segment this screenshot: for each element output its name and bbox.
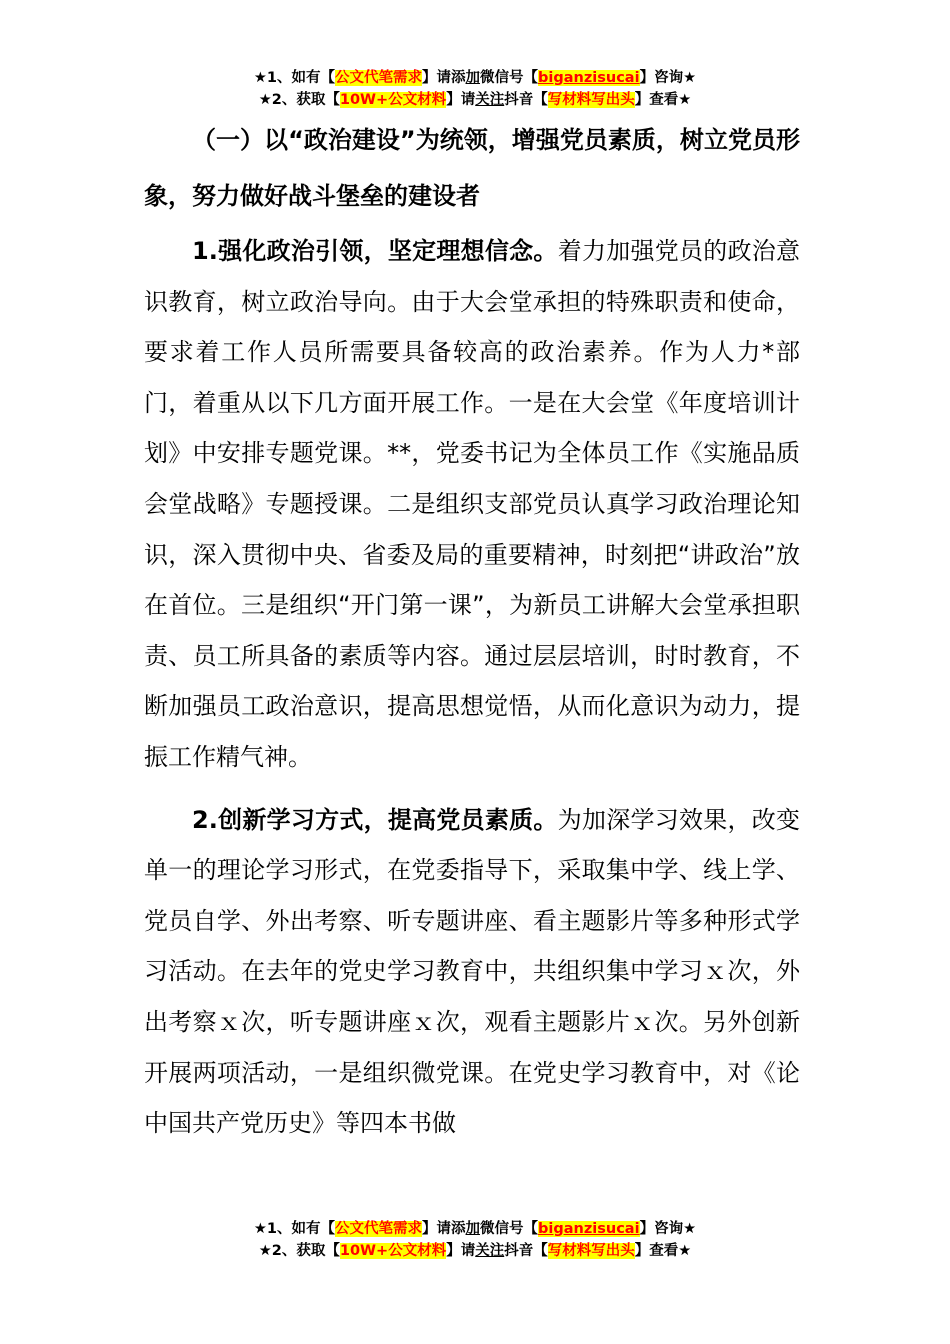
promo-notice-top (0, 67, 950, 111)
promo-text: ★1、如有【 (253, 1221, 336, 1237)
promo-text: 加 (465, 70, 481, 86)
paragraph-1-body: 着力加强党员的政治意识教育，树立政治导向。由于大会堂承担的特殊职责和使命，要求着工作人员所需要具备较高的政治素养。作为人力*部门，着重从以下几方面开展工作。一是在大会堂《年度培训计划》中安排专题党课。**，党委书记为全体员工作《实施品质会堂战略》专题授课。二是组织支部党员认真学习政治理论知识，深入贯彻中央、省委及局的重要精神，时刻把“讲政治”放在首位。三是组织“开门第一课”，为新员工讲解大会堂承担职责、员工所具备的素质等内容。通过层层培训，时时教育，不断加强员工政治意识，提高思想觉悟，从而化意识为动力，提振工作精气神。 (144, 237, 801, 771)
promo-text: 】咨询★ (639, 1221, 697, 1237)
promo-douyin-account[interactable]: 写材料写出头 (547, 92, 635, 108)
promo-text: ★2、获取【 (258, 1243, 340, 1259)
promo-highlight-materials: 10W+公文材料 (339, 92, 447, 108)
paragraph-2-lead: 2.创新学习方式，提高党员素质。 (192, 805, 558, 834)
promo-highlight-service: 公文代笔需求 (335, 70, 423, 86)
promo-wechat-id[interactable]: biganzisucai (538, 70, 640, 86)
document-body (144, 112, 800, 1149)
promo-text: 】请添 (422, 70, 466, 86)
promo-text: 】查看★ (634, 92, 692, 108)
promo-text: 】请添 (422, 1221, 466, 1237)
promo-text: ★2、获取【 (258, 92, 340, 108)
promo-text: 】请 (446, 92, 476, 108)
promo-line-1 (0, 67, 950, 89)
paragraph-2-body: 为加深学习效果，改变单一的理论学习形式，在党委指导下，采取集中学、线上学、党员自学、外出考察、听专题讲座、看主题影片等多种形式学习活动。在去年的党史学习教育中，共组织集中学习ｘ次，外出考察ｘ次，听专题讲座ｘ次，观看主题影片ｘ次。另外创新开展两项活动，一是组织微党课。在党史学习教育中，对《论中国共产党历史》等四本书做 (144, 805, 801, 1138)
promo-text: 】请 (446, 1243, 476, 1259)
promo-text: 抖音【 (504, 92, 548, 108)
promo-line-2 (0, 89, 950, 111)
section-heading: （一）以“政治建设”为统领，增强党员素质，树立党员形象，努力做好战斗堡垒的建设者 (144, 126, 800, 210)
promo-text: 微信号【 (480, 70, 539, 86)
promo-douyin-account[interactable]: 写材料写出头 (547, 1243, 635, 1259)
promo-line-1 (0, 1218, 950, 1240)
promo-text: 加 (465, 1221, 481, 1237)
promo-highlight-materials: 10W+公文材料 (339, 1243, 447, 1259)
promo-notice-bottom (0, 1218, 950, 1262)
paragraph-1-lead: 1.强化政治引领，坚定理想信念。 (192, 237, 558, 265)
promo-text: 关注 (475, 92, 505, 108)
promo-text: 关注 (475, 1243, 505, 1259)
promo-line-2 (0, 1240, 950, 1262)
paragraph-2 (144, 795, 800, 1149)
paragraph-1 (144, 226, 800, 783)
promo-text: 】查看★ (634, 1243, 692, 1259)
promo-text: 】咨询★ (639, 70, 697, 86)
promo-text: 微信号【 (480, 1221, 539, 1237)
promo-text: 抖音【 (504, 1243, 548, 1259)
promo-text: ★1、如有【 (253, 70, 336, 86)
promo-wechat-id[interactable]: biganzisucai (538, 1221, 640, 1237)
promo-highlight-service: 公文代笔需求 (335, 1221, 423, 1237)
